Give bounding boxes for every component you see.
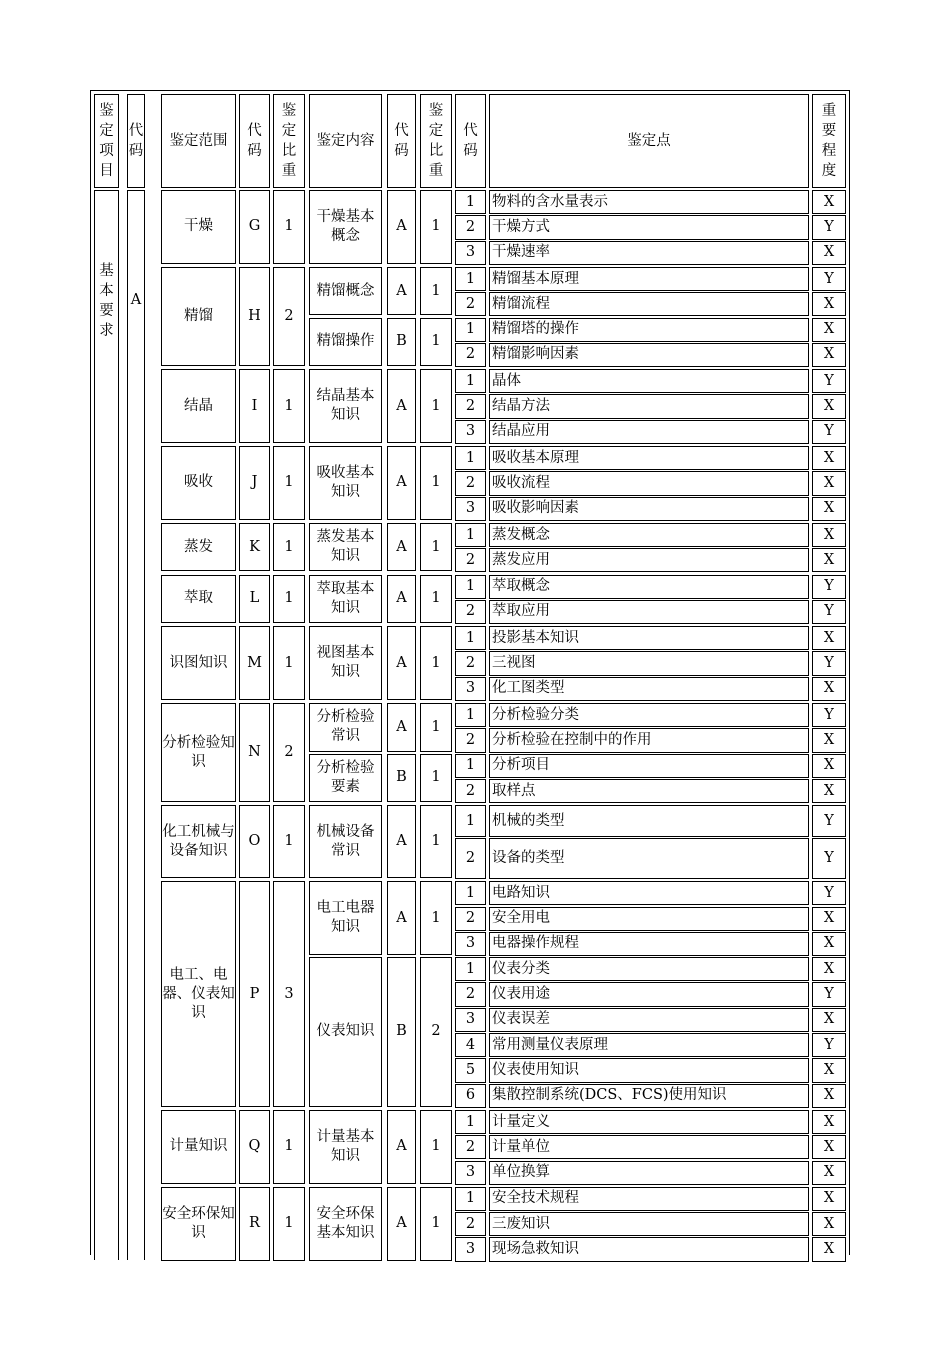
point-number: 1	[455, 626, 486, 650]
frame-line	[849, 90, 850, 1255]
content-weight: 1	[420, 1110, 452, 1184]
content-code: A	[387, 703, 416, 752]
scope-weight: 1	[273, 369, 305, 443]
point-text: 常用测量仪表原理	[489, 1033, 809, 1057]
content-weight: 1	[420, 318, 452, 367]
scope-name: 识图知识	[161, 626, 236, 700]
point-number: 3	[455, 1237, 486, 1261]
header-weight: 鉴 定 比 重	[273, 94, 305, 188]
content-name: 干燥基本概念	[309, 190, 382, 264]
point-text: 分析检验分类	[489, 703, 809, 727]
content-code: A	[387, 626, 416, 700]
scope-code: O	[239, 805, 270, 878]
header-weight: 鉴 定 比 重	[420, 94, 452, 188]
point-number: 2	[455, 394, 486, 418]
point-text: 计量定义	[489, 1110, 809, 1134]
content-name: 安全环保基本知识	[309, 1187, 382, 1261]
scope-code: J	[239, 446, 270, 520]
point-number: 2	[455, 907, 486, 931]
point-text: 干燥方式	[489, 215, 809, 239]
content-name: 吸收基本知识	[309, 446, 382, 520]
importance-level: X	[812, 1237, 846, 1261]
point-text: 萃取应用	[489, 600, 809, 624]
point-text: 仪表分类	[489, 957, 809, 981]
content-code: A	[387, 523, 416, 572]
point-number: 1	[455, 523, 486, 547]
importance-level: X	[812, 241, 846, 265]
scope-name: 计量知识	[161, 1110, 236, 1184]
point-number: 2	[455, 651, 486, 675]
content-name: 计量基本知识	[309, 1110, 382, 1184]
point-text: 精馏塔的操作	[489, 318, 809, 342]
importance-level: Y	[812, 651, 846, 675]
point-text: 物料的含水量表示	[489, 190, 809, 214]
point-number: 1	[455, 881, 486, 905]
scope-name: 电工、电器、仪表知识	[161, 881, 236, 1107]
item-name: 基 本 要 求	[94, 190, 119, 1260]
scope-code: H	[239, 267, 270, 366]
point-number: 1	[455, 957, 486, 981]
importance-level: X	[812, 1008, 846, 1032]
point-text: 电器操作规程	[489, 932, 809, 956]
content-weight: 1	[420, 805, 452, 878]
point-text: 集散控制系统(DCS、FCS)使用知识	[489, 1084, 809, 1108]
frame-line	[90, 90, 91, 1255]
point-text: 干燥速率	[489, 241, 809, 265]
point-number: 3	[455, 241, 486, 265]
point-text: 吸收影响因素	[489, 497, 809, 521]
header-importance: 重 要 程 度	[812, 94, 846, 188]
importance-level: X	[812, 446, 846, 470]
scope-name: 蒸发	[161, 523, 236, 572]
importance-level: Y	[812, 215, 846, 239]
point-number: 1	[455, 267, 486, 291]
importance-level: X	[812, 343, 846, 367]
content-code: A	[387, 881, 416, 955]
header-code: 代 码	[127, 94, 145, 188]
point-number: 2	[455, 292, 486, 316]
content-code: A	[387, 267, 416, 316]
point-number: 2	[455, 728, 486, 752]
content-weight: 1	[420, 190, 452, 264]
importance-level: Y	[812, 600, 846, 624]
content-weight: 1	[420, 881, 452, 955]
point-text: 仪表使用知识	[489, 1058, 809, 1082]
scope-weight: 1	[273, 1187, 305, 1261]
importance-level: X	[812, 471, 846, 495]
content-name: 分析检验常识	[309, 703, 382, 752]
point-number: 3	[455, 497, 486, 521]
content-code: A	[387, 1110, 416, 1184]
scope-name: 结晶	[161, 369, 236, 443]
importance-level: X	[812, 523, 846, 547]
scope-name: 安全环保知识	[161, 1187, 236, 1261]
content-code: A	[387, 1187, 416, 1261]
point-number: 5	[455, 1058, 486, 1082]
importance-level: X	[812, 1110, 846, 1134]
importance-level: Y	[812, 369, 846, 393]
content-name: 仪表知识	[309, 957, 382, 1107]
importance-level: Y	[812, 420, 846, 444]
importance-level: X	[812, 548, 846, 572]
content-weight: 1	[420, 446, 452, 520]
point-number: 2	[455, 1135, 486, 1159]
header-code: 代 码	[239, 94, 270, 188]
point-text: 晶体	[489, 369, 809, 393]
point-number: 1	[455, 575, 486, 599]
scope-code: K	[239, 523, 270, 572]
point-text: 结晶应用	[489, 420, 809, 444]
content-name: 萃取基本知识	[309, 575, 382, 624]
content-name: 蒸发基本知识	[309, 523, 382, 572]
scope-name: 干燥	[161, 190, 236, 264]
content-weight: 1	[420, 626, 452, 700]
scope-code: I	[239, 369, 270, 443]
content-name: 视图基本知识	[309, 626, 382, 700]
importance-level: Y	[812, 982, 846, 1006]
importance-level: Y	[812, 805, 846, 837]
point-text: 设备的类型	[489, 838, 809, 879]
point-text: 蒸发概念	[489, 523, 809, 547]
point-text: 精馏影响因素	[489, 343, 809, 367]
point-text: 电路知识	[489, 881, 809, 905]
scope-weight: 1	[273, 190, 305, 264]
point-text: 分析项目	[489, 754, 809, 778]
content-name: 分析检验要素	[309, 754, 382, 803]
importance-level: X	[812, 1135, 846, 1159]
point-number: 2	[455, 215, 486, 239]
point-number: 2	[455, 1212, 486, 1236]
item-code: A	[127, 190, 145, 1260]
importance-level: X	[812, 318, 846, 342]
scope-code: P	[239, 881, 270, 1107]
content-weight: 1	[420, 523, 452, 572]
importance-level: X	[812, 677, 846, 701]
point-number: 4	[455, 1033, 486, 1057]
point-text: 仪表用途	[489, 982, 809, 1006]
point-text: 分析检验在控制中的作用	[489, 728, 809, 752]
scope-weight: 1	[273, 575, 305, 624]
point-number: 2	[455, 838, 486, 879]
scope-weight: 1	[273, 805, 305, 878]
scope-name: 化工机械与设备知识	[161, 805, 236, 878]
point-number: 3	[455, 677, 486, 701]
scope-name: 分析检验知识	[161, 703, 236, 802]
content-weight: 1	[420, 754, 452, 803]
scope-code: L	[239, 575, 270, 624]
point-text: 吸收基本原理	[489, 446, 809, 470]
point-text: 取样点	[489, 779, 809, 803]
importance-level: X	[812, 779, 846, 803]
content-name: 电工电器知识	[309, 881, 382, 955]
importance-level: Y	[812, 838, 846, 879]
header-point: 鉴定点	[489, 94, 809, 188]
point-text: 计量单位	[489, 1135, 809, 1159]
frame-line	[90, 90, 850, 91]
point-text: 结晶方法	[489, 394, 809, 418]
content-code: A	[387, 575, 416, 624]
scope-name: 吸收	[161, 446, 236, 520]
importance-level: X	[812, 394, 846, 418]
content-code: B	[387, 754, 416, 803]
importance-level: X	[812, 1084, 846, 1108]
scope-weight: 2	[273, 703, 305, 802]
point-number: 6	[455, 1084, 486, 1108]
point-text: 安全用电	[489, 907, 809, 931]
importance-level: X	[812, 754, 846, 778]
point-number: 3	[455, 1161, 486, 1185]
point-number: 3	[455, 932, 486, 956]
scope-code: N	[239, 703, 270, 802]
importance-level: Y	[812, 267, 846, 291]
point-text: 精馏基本原理	[489, 267, 809, 291]
header-code: 代 码	[387, 94, 416, 188]
point-number: 3	[455, 1008, 486, 1032]
header-item: 鉴 定 项 目	[94, 94, 119, 188]
point-number: 2	[455, 600, 486, 624]
scope-weight: 1	[273, 446, 305, 520]
point-text: 精馏流程	[489, 292, 809, 316]
header-content: 鉴定内容	[309, 94, 382, 188]
importance-level: X	[812, 190, 846, 214]
point-number: 1	[455, 190, 486, 214]
point-text: 蒸发应用	[489, 548, 809, 572]
point-text: 仪表误差	[489, 1008, 809, 1032]
point-number: 1	[455, 1187, 486, 1211]
point-number: 1	[455, 318, 486, 342]
point-text: 投影基本知识	[489, 626, 809, 650]
scope-weight: 1	[273, 626, 305, 700]
scope-code: M	[239, 626, 270, 700]
content-weight: 1	[420, 267, 452, 316]
scope-weight: 3	[273, 881, 305, 1107]
point-text: 吸收流程	[489, 471, 809, 495]
point-text: 现场急救知识	[489, 1237, 809, 1261]
content-weight: 1	[420, 703, 452, 752]
point-number: 2	[455, 982, 486, 1006]
importance-level: X	[812, 957, 846, 981]
importance-level: Y	[812, 881, 846, 905]
point-number: 3	[455, 420, 486, 444]
point-text: 萃取概念	[489, 575, 809, 599]
importance-level: X	[812, 497, 846, 521]
scope-weight: 1	[273, 1110, 305, 1184]
importance-level: Y	[812, 1033, 846, 1057]
point-number: 1	[455, 754, 486, 778]
assessment-table	[90, 90, 850, 1258]
point-number: 2	[455, 779, 486, 803]
importance-level: X	[812, 728, 846, 752]
content-weight: 1	[420, 369, 452, 443]
point-text: 化工图类型	[489, 677, 809, 701]
point-number: 2	[455, 471, 486, 495]
content-code: A	[387, 369, 416, 443]
scope-weight: 2	[273, 267, 305, 366]
point-number: 1	[455, 369, 486, 393]
content-weight: 1	[420, 1187, 452, 1261]
content-code: A	[387, 805, 416, 878]
point-text: 三视图	[489, 651, 809, 675]
content-code: A	[387, 446, 416, 520]
importance-level: X	[812, 626, 846, 650]
header-scope: 鉴定范围	[161, 94, 236, 188]
point-text: 机械的类型	[489, 805, 809, 837]
point-text: 单位换算	[489, 1161, 809, 1185]
importance-level: Y	[812, 575, 846, 599]
content-code: B	[387, 318, 416, 367]
point-number: 1	[455, 446, 486, 470]
content-weight: 2	[420, 957, 452, 1107]
scope-code: Q	[239, 1110, 270, 1184]
content-weight: 1	[420, 575, 452, 624]
header-code: 代 码	[455, 94, 486, 188]
importance-level: X	[812, 1187, 846, 1211]
scope-name: 精馏	[161, 267, 236, 366]
importance-level: Y	[812, 703, 846, 727]
scope-weight: 1	[273, 523, 305, 572]
point-number: 2	[455, 548, 486, 572]
content-name: 精馏概念	[309, 267, 382, 316]
point-number: 1	[455, 805, 486, 837]
point-number: 2	[455, 343, 486, 367]
scope-name: 萃取	[161, 575, 236, 624]
importance-level: X	[812, 907, 846, 931]
scope-code: R	[239, 1187, 270, 1261]
point-number: 1	[455, 703, 486, 727]
importance-level: X	[812, 932, 846, 956]
point-number: 1	[455, 1110, 486, 1134]
importance-level: X	[812, 1161, 846, 1185]
point-text: 安全技术规程	[489, 1187, 809, 1211]
content-code: A	[387, 190, 416, 264]
content-code: B	[387, 957, 416, 1107]
content-name: 结晶基本知识	[309, 369, 382, 443]
importance-level: X	[812, 1212, 846, 1236]
content-name: 精馏操作	[309, 318, 382, 367]
importance-level: X	[812, 1058, 846, 1082]
scope-code: G	[239, 190, 270, 264]
content-name: 机械设备常识	[309, 805, 382, 878]
point-text: 三废知识	[489, 1212, 809, 1236]
importance-level: X	[812, 292, 846, 316]
